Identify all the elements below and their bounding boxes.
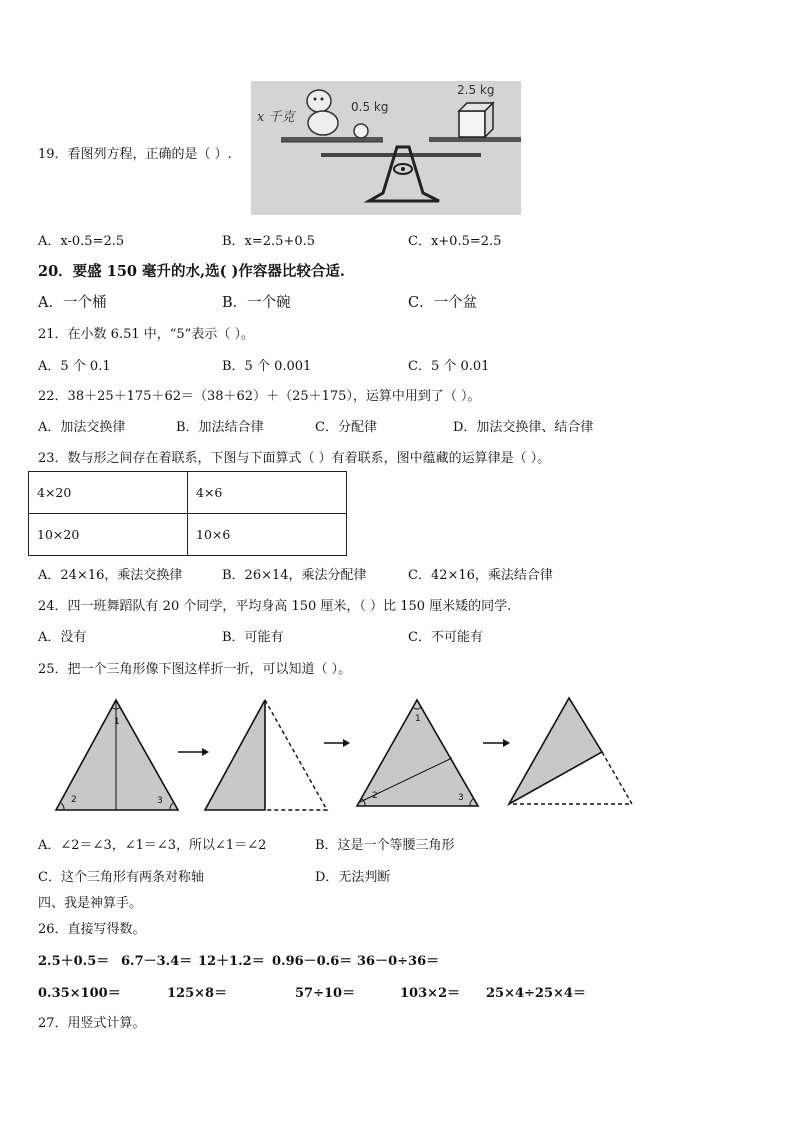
q27-stem: 27．用竖式计算。 bbox=[38, 1016, 146, 1031]
cube-weight-label: 2.5 kg bbox=[457, 83, 495, 97]
q21-stem: 21．在小数 6.51 中，“5”表示（ ）。 bbox=[38, 327, 254, 342]
angle-1-label: 1 bbox=[415, 714, 421, 724]
q25-option-b[interactable]: B．这是一个等腰三角形 bbox=[315, 838, 455, 853]
q25-option-c[interactable]: C．这个三角形有两条对称轴 bbox=[38, 870, 204, 885]
q23-option-c[interactable]: C．42×16，乘法结合律 bbox=[408, 568, 553, 583]
calc-item: 12＋1.2＝ bbox=[198, 954, 265, 969]
q19-option-c[interactable]: C．x+0.5=2.5 bbox=[408, 234, 502, 249]
calc-item: 2.5＋0.5＝ bbox=[38, 954, 110, 969]
q21-option-a[interactable]: A．5 个 0.1 bbox=[38, 359, 111, 374]
q21-option-b[interactable]: B．5 个 0.001 bbox=[222, 359, 312, 374]
q20-option-a[interactable]: A．一个桶 bbox=[38, 295, 107, 311]
calc-item: 125×8＝ bbox=[167, 986, 228, 1001]
angle-3-label: 3 bbox=[458, 793, 464, 803]
q20-option-b[interactable]: B．一个碗 bbox=[222, 295, 291, 311]
grid-cell: 4×20 bbox=[29, 472, 188, 514]
angle-2-label: 2 bbox=[372, 791, 378, 801]
angle-1-label: 1 bbox=[114, 717, 120, 727]
q19-option-a[interactable]: A．x-0.5=2.5 bbox=[38, 234, 125, 249]
q22-option-b[interactable]: B．加法结合律 bbox=[176, 420, 264, 435]
q20-option-c[interactable]: C．一个盆 bbox=[408, 295, 478, 311]
calc-item: 6.7－3.4＝ bbox=[121, 954, 193, 969]
q22-option-c[interactable]: C．分配律 bbox=[315, 420, 377, 435]
grid-cell: 10×20 bbox=[29, 514, 188, 556]
q24-option-c[interactable]: C．不可能有 bbox=[408, 630, 483, 645]
angle-2-label: 2 bbox=[71, 795, 77, 805]
angle-3-label: 3 bbox=[157, 796, 163, 806]
q19-stem: 19．看图列方程，正确的是（ ）. bbox=[38, 147, 232, 162]
q21-option-c[interactable]: C．5 个 0.01 bbox=[408, 359, 490, 374]
multiplication-grid bbox=[28, 471, 347, 556]
ball-weight-label: 0.5 kg bbox=[351, 100, 389, 114]
q24-option-a[interactable]: A．没有 bbox=[38, 630, 87, 645]
x-weight-label: x 千克 bbox=[257, 110, 295, 125]
q23-option-a[interactable]: A．24×16，乘法交换律 bbox=[38, 568, 183, 583]
q25-option-d[interactable]: D．无法判断 bbox=[315, 870, 391, 885]
q22-stem: 22．38＋25＋175＋62＝（38＋62）＋（25＋175），运算中用到了（ ）。 bbox=[38, 389, 481, 404]
grid-cell: 10×6 bbox=[188, 514, 347, 556]
q25-option-a[interactable]: A．∠2＝∠3，∠1＝∠3，所以∠1＝∠2 bbox=[38, 838, 267, 853]
calc-item: 0.96－0.6＝ bbox=[272, 954, 353, 969]
calc-item: 36－0÷36＝ bbox=[357, 954, 440, 969]
q23-option-b[interactable]: B．26×14，乘法分配律 bbox=[222, 568, 367, 583]
q22-option-d[interactable]: D．加法交换律、结合律 bbox=[453, 420, 594, 435]
q19-option-b[interactable]: B．x=2.5+0.5 bbox=[222, 234, 316, 249]
q24-stem: 24．四一班舞蹈队有 20 个同学，平均身高 150 厘米，（ ）比 150 厘米矮的同学. bbox=[38, 599, 512, 614]
section-heading: 四、我是神算手。 bbox=[38, 896, 143, 911]
q20-stem: 20．要盛 150 毫升的水,选( )作容器比较合适. bbox=[38, 263, 345, 280]
q24-option-b[interactable]: B．可能有 bbox=[222, 630, 284, 645]
q25-stem: 25．把一个三角形像下图这样折一折，可以知道（ ）。 bbox=[38, 662, 352, 677]
grid-cell: 4×6 bbox=[188, 472, 347, 514]
q23-stem: 23．数与形之间存在着联系，下图与下面算式（ ）有着联系，图中蕴藏的运算律是（ ）。 bbox=[38, 451, 551, 466]
calc-item: 0.35×100＝ bbox=[38, 986, 121, 1001]
calc-item: 103×2＝ bbox=[400, 986, 461, 1001]
q22-option-a[interactable]: A．加法交换律 bbox=[38, 420, 126, 435]
calc-item: 57÷10＝ bbox=[295, 986, 356, 1001]
calc-item: 25×4÷25×4＝ bbox=[486, 986, 586, 1001]
balance-scale-image bbox=[251, 81, 521, 215]
q26-stem: 26．直接写得数。 bbox=[38, 922, 146, 937]
